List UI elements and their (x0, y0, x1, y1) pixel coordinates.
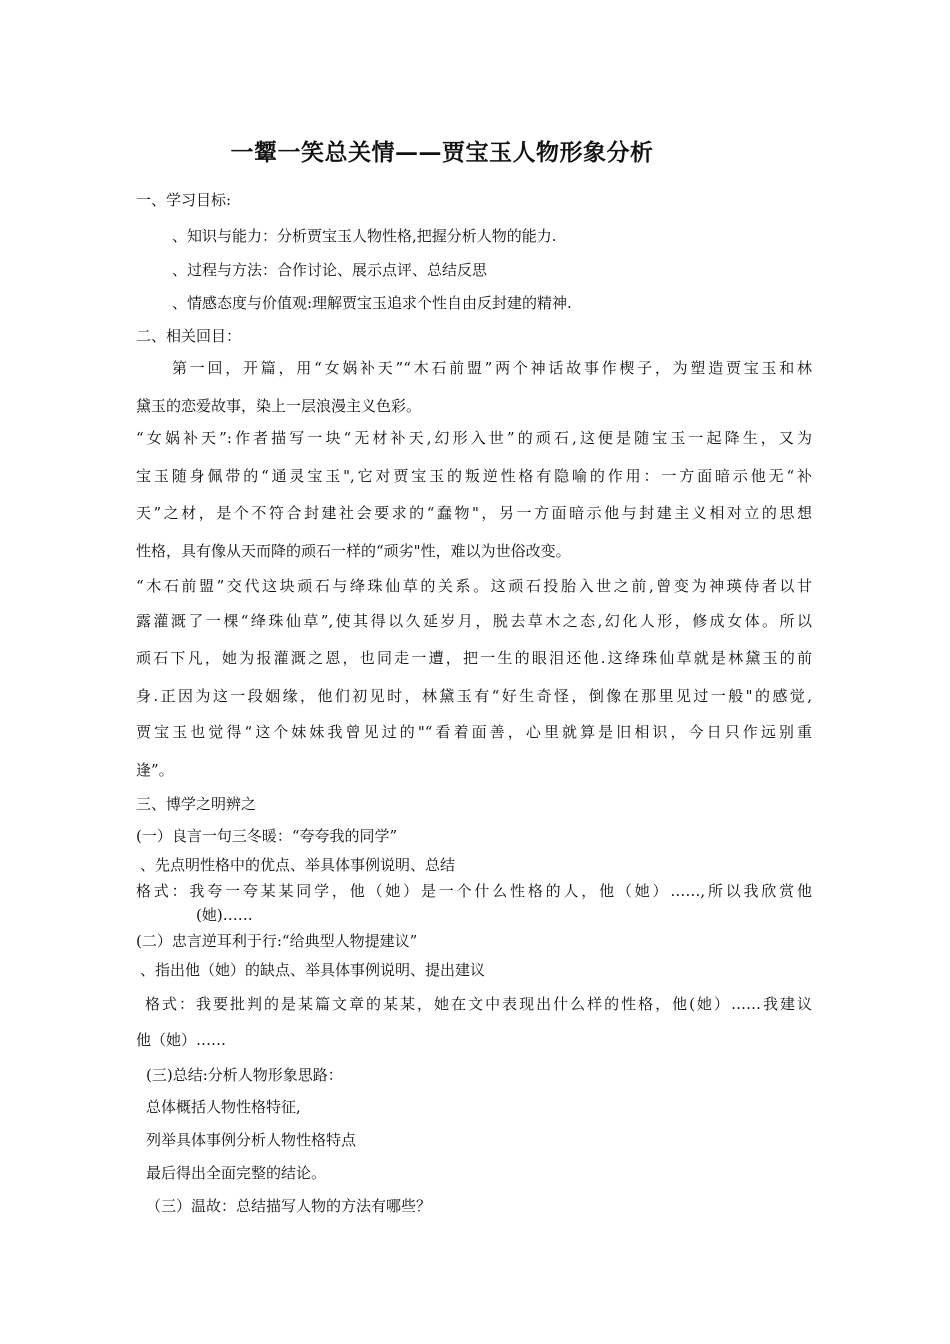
instruction-line: 、指出他（她）的缺点、举具体事例说明、提出建议 (140, 961, 486, 979)
summary-line: 列举具体事例分析人物性格特点 (146, 1131, 357, 1149)
section-heading-discuss: 三、博学之明辨之 (136, 795, 257, 813)
paragraph-line: 逢”。 (136, 761, 174, 779)
paragraph-line: 露灌溉了一棵“绛珠仙草”,使其得以久延岁月，脱去草木之态,幻化人形，修成女体。所以 (136, 612, 812, 630)
paragraph-line: 顽石下凡，她为报灌溉之恩，也同走一遭，把一生的眼泪还他.这绛珠仙草就是林黛玉的前 (136, 649, 812, 667)
subsection-heading: (一）良言一句三冬暖：“夸夸我的同学” (136, 827, 398, 845)
format-line: 他（她）…… (136, 1031, 227, 1049)
format-line: 格式：我要批判的是某篇文章的某某，她在文中表现出什么样的性格，他(她）……我建议 (145, 995, 812, 1013)
section-heading-objectives: 一、学习目标: (136, 191, 232, 209)
summary-line: 总体概括人物性格特征, (146, 1098, 301, 1116)
paragraph-line: 宝玉随身佩带的“通灵宝玉",它对贾宝玉的叛逆性格有隐喻的作用：一方面暗示他无“补 (136, 467, 812, 485)
paragraph-line: 黛玉的恋爱故事，染上一层浪漫主义色彩。 (136, 397, 422, 415)
subsection-heading: （三）温故：总结描写人物的方法有哪些？ (146, 1197, 432, 1215)
section-heading-chapters: 二、相关回目： (136, 327, 242, 345)
format-line: (她)…… (196, 906, 253, 924)
paragraph-line: 贾宝玉也觉得“这个妹妹我曾见过的"“看着面善，心里就算是旧相识，今日只作远别重 (136, 723, 812, 741)
summary-line: 最后得出全面完整的结论。 (146, 1164, 327, 1182)
subsection-heading: (三)总结:分析人物形象思路： (146, 1066, 343, 1084)
format-line: 格式：我夸一夸某某同学，他（她）是一个什么性格的人，他（她）……,所以我欣赏他 (136, 882, 812, 900)
instruction-line: 、先点明性格中的优点、举具体事例说明、总结 (140, 856, 456, 874)
subsection-heading: (二）忠言逆耳利于行:“给典型人物提建议” (136, 932, 418, 950)
paragraph-line: “木石前盟”交代这块顽石与绛珠仙草的关系。这顽石投胎入世之前,曾变为神瑛侍者以甘 (136, 577, 812, 595)
paragraph-line: 第一回，开篇，用“女娲补天”“木石前盟”两个神话故事作楔子，为塑造贾宝玉和林 (172, 359, 812, 377)
document-title: 一颦一笑总关情——贾宝玉人物形象分析 (230, 139, 654, 166)
paragraph-line: 天”之材，是个不符合封建社会要求的“蠢物"，另一方面暗示他与封建主义相对立的思想 (136, 504, 812, 522)
objective-emotion: 、情感态度与价值观:理解贾宝玉追求个性自由反封建的精神. (172, 294, 572, 312)
paragraph-line: 性格，具有像从天而降的顽石一样的“顽劣"性，难以为世俗改变。 (136, 542, 571, 560)
paragraph-line: “女娲补天”:作者描写一块“无材补天,幻形入世”的顽石,这便是随宝玉一起降生，又为 (136, 429, 812, 447)
paragraph-line: 身.正因为这一段姻缘，他们初见时，林黛玉有“好生奇怪，倒像在那里见过一般"的感觉, (136, 687, 812, 705)
objective-knowledge: 、知识与能力：分析贾宝玉人物性格,把握分析人物的能力. (172, 227, 557, 245)
objective-process: 、过程与方法：合作讨论、展示点评、总结反思 (172, 261, 488, 279)
